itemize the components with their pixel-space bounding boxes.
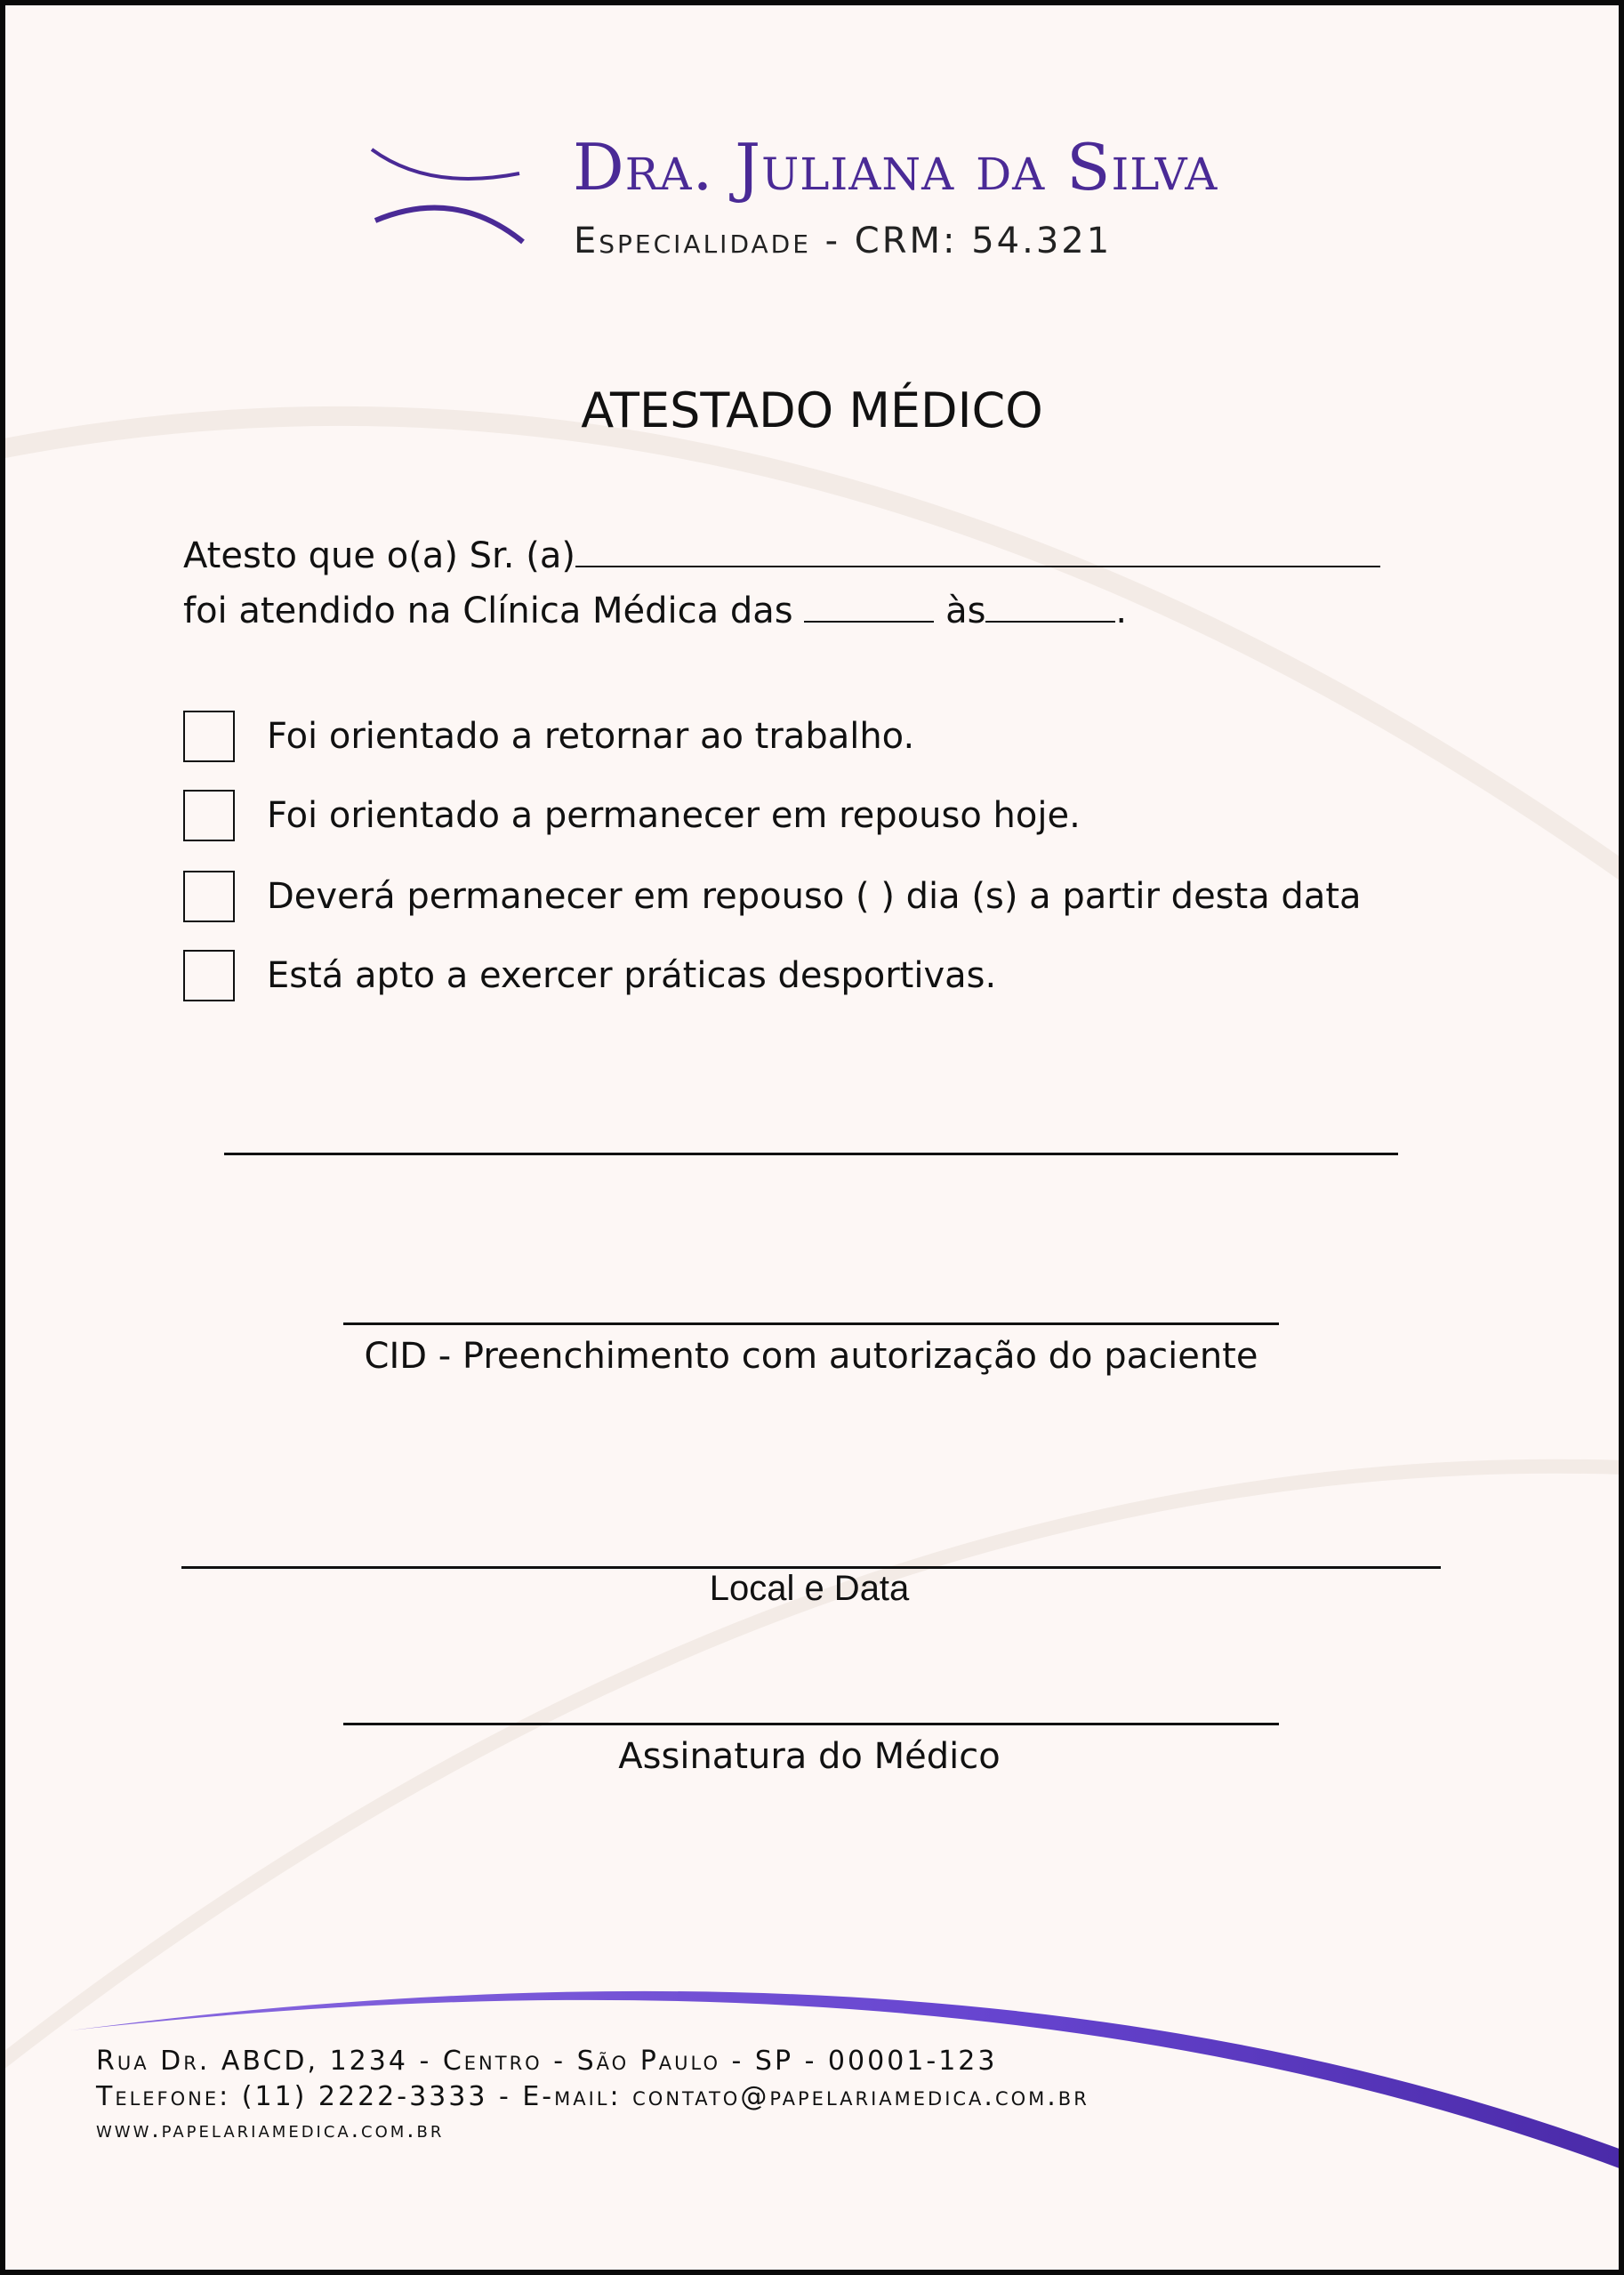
document-title: ATESTADO MÉDICO xyxy=(581,382,1043,438)
signature-caption: Assinatura do Médico xyxy=(618,1736,1001,1777)
option-label: Está apto a exercer práticas desportivas. xyxy=(267,955,997,996)
option-label: Deverá permanecer em repouso ( ) dia (s) a partir desta data xyxy=(267,876,1362,917)
option-label: Foi orientado a retornar ao trabalho. xyxy=(267,716,915,757)
patient-line-label: Atesto que o(a) Sr. (a) xyxy=(183,535,575,576)
option-label: Foi orientado a permanecer em repouso hoje. xyxy=(267,795,1081,836)
doctor-name: Dra. Juliana da Silva xyxy=(573,130,1218,205)
footer-contact: Telefone: (11) 2222-3333 - E-mail: contato@papelariamedica.com.br xyxy=(96,2081,1089,2112)
attendance-line-label: foi atendido na Clínica Médica das xyxy=(183,591,793,631)
cid-caption: CID - Preenchimento com autorização do paciente xyxy=(364,1336,1258,1377)
footer-website: www.papelariamedica.com.br xyxy=(96,2117,445,2143)
footer-address: Rua Dr. ABCD, 1234 - Centro - São Paulo - SP - 00001-123 xyxy=(96,2046,998,2077)
local-date-caption: Local e Data xyxy=(709,1569,910,1608)
doctor-specialty-crm: Especialidade - CRM: 54.321 xyxy=(574,221,1113,261)
attendance-line-end: . xyxy=(1115,591,1128,631)
attendance-line-middle: às xyxy=(945,591,986,631)
